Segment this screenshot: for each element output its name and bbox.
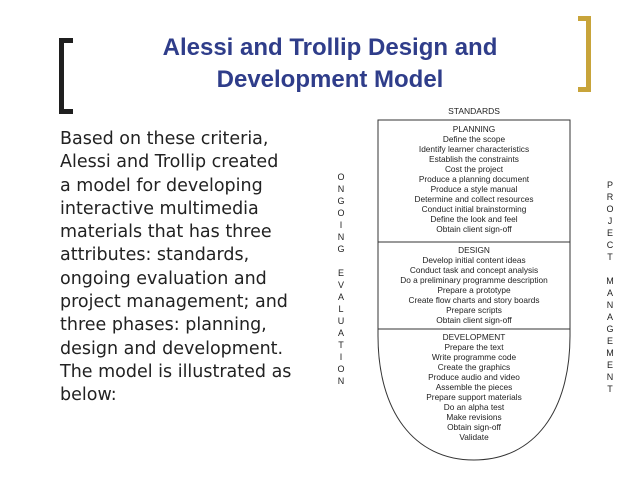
- list-item: Write programme code: [431, 352, 517, 362]
- vertical-label-letter: C: [606, 240, 614, 250]
- list-item: Determine and collect resources: [414, 194, 534, 204]
- vertical-label-letter: E: [606, 360, 614, 370]
- list-item: Prepare scripts: [446, 305, 502, 315]
- list-item: Establish the constraints: [429, 154, 519, 164]
- list-item: Create the graphics: [437, 362, 511, 372]
- vertical-label-letter: M: [606, 348, 614, 358]
- body-line: interactive multimedia: [60, 198, 259, 219]
- body-line: a model for developing: [60, 175, 263, 196]
- body-line: ongoing evaluation and: [60, 268, 267, 289]
- project-management-label: [606, 180, 614, 394]
- right-bracket-decoration: [578, 16, 591, 92]
- list-item: Produce audio and video: [428, 372, 520, 382]
- vertical-label-letter: G: [337, 196, 345, 206]
- list-item: Produce a planning document: [418, 174, 530, 184]
- list-item: Produce a style manual: [430, 184, 518, 194]
- vertical-label-letter: N: [606, 372, 614, 382]
- body-paragraph: [60, 128, 350, 408]
- vertical-label-letter: I: [339, 220, 343, 230]
- list-item: Conduct task and concept analysis: [409, 265, 539, 275]
- list-item: Obtain client sign-off: [436, 224, 512, 234]
- list-item: Obtain sign-off: [447, 422, 501, 432]
- vertical-label-letter: T: [607, 384, 613, 394]
- body-line: project management; and: [60, 292, 288, 313]
- list-item: Do a preliminary programme description: [400, 275, 548, 285]
- title-line: Development Model: [216, 66, 444, 93]
- list-item: Do an alpha test: [443, 402, 505, 412]
- vertical-label-letter: N: [606, 300, 614, 310]
- list-item: Create flow charts and story boards: [408, 295, 540, 305]
- list-item: Validate: [459, 432, 489, 442]
- left-bracket-decoration: [59, 38, 73, 114]
- vertical-label-letter: T: [338, 340, 344, 350]
- list-item: Define the scope: [442, 134, 506, 144]
- vertical-label-letter: L: [338, 304, 344, 314]
- vertical-label-letter: E: [337, 268, 345, 278]
- list-item: Identify learner characteristics: [418, 144, 530, 154]
- ongoing-evaluation-label: [337, 172, 344, 386]
- vertical-label-letter: E: [606, 336, 614, 346]
- vertical-label-letter: A: [606, 312, 614, 322]
- standards-label: STANDARDS: [448, 106, 500, 116]
- vertical-label-letter: O: [606, 204, 614, 214]
- vertical-label-letter: V: [337, 280, 345, 290]
- vertical-label-letter: G: [606, 324, 614, 334]
- vertical-label-letter: T: [607, 252, 613, 262]
- vertical-label-letter: R: [606, 192, 614, 202]
- design-model-diagram: [330, 98, 630, 470]
- vertical-label-letter: P: [606, 180, 614, 190]
- body-line: three phases: planning,: [60, 315, 267, 336]
- list-item: Prepare a prototype: [437, 285, 511, 295]
- body-line: below:: [60, 385, 117, 406]
- section-heading: DEVELOPMENT: [442, 332, 506, 342]
- vertical-label-letter: G: [337, 244, 345, 254]
- body-line: design and development.: [60, 338, 284, 359]
- list-item: Cost the project: [444, 164, 504, 174]
- body-line: Alessi and Trollip created: [60, 152, 279, 173]
- list-item: Conduct initial brainstorming: [421, 204, 527, 214]
- slide-title: [110, 32, 550, 96]
- vertical-label-letter: U: [337, 316, 345, 326]
- vertical-label-letter: O: [337, 172, 345, 182]
- vertical-label-letter: E: [606, 228, 614, 238]
- list-item: Obtain client sign-off: [436, 315, 512, 325]
- vertical-label-letter: A: [337, 328, 345, 338]
- title-line: Alessi and Trollip Design and: [162, 34, 498, 61]
- section-heading: DESIGN: [458, 245, 490, 255]
- vertical-label-letter: A: [606, 288, 614, 298]
- list-item: Prepare the text: [444, 342, 504, 352]
- list-item: Develop initial content ideas: [422, 255, 526, 265]
- vertical-label-letter: O: [337, 208, 345, 218]
- vertical-label-letter: N: [337, 184, 345, 194]
- vertical-label-letter: J: [607, 216, 613, 226]
- vertical-label-letter: N: [337, 376, 345, 386]
- body-line: materials that has three: [60, 222, 272, 243]
- body-line: The model is illustrated as: [60, 361, 292, 382]
- vertical-label-letter: M: [606, 276, 614, 286]
- list-item: Prepare support materials: [426, 392, 522, 402]
- vertical-label-letter: I: [339, 352, 343, 362]
- vertical-label-letter: A: [337, 292, 345, 302]
- section-heading: PLANNING: [452, 124, 496, 134]
- body-line: Based on these criteria,: [60, 129, 269, 149]
- vertical-label-letter: N: [337, 232, 345, 242]
- list-item: Assemble the pieces: [435, 382, 513, 392]
- body-line: attributes: standards,: [60, 245, 250, 266]
- list-item: Make revisions: [446, 412, 502, 422]
- vertical-label-letter: O: [337, 364, 345, 374]
- list-item: Define the look and feel: [430, 214, 518, 224]
